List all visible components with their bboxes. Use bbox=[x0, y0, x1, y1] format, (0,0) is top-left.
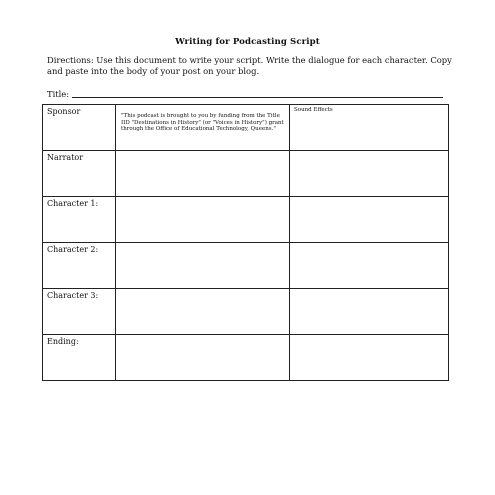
title-field-underline[interactable] bbox=[72, 97, 443, 98]
row-label-character-1: Character 1: bbox=[47, 199, 99, 208]
script-cell[interactable] bbox=[116, 105, 290, 151]
script-cell[interactable] bbox=[116, 197, 290, 243]
table-row bbox=[43, 105, 449, 151]
directions-text: Directions: Use this document to write your script. Write the dialogue for each character. Copy and paste into the body of your post on your blog. bbox=[47, 55, 452, 76]
table-row bbox=[43, 151, 449, 197]
script-cell[interactable] bbox=[116, 335, 290, 381]
table-row bbox=[43, 197, 449, 243]
title-field-label: Title: bbox=[47, 89, 70, 99]
row-label-cell bbox=[43, 197, 116, 243]
table-row bbox=[43, 243, 449, 289]
row-label-cell bbox=[43, 335, 116, 381]
row-label-ending: Ending: bbox=[47, 337, 79, 346]
table-row bbox=[43, 335, 449, 381]
row-label-sponsor: Sponsor bbox=[47, 107, 81, 116]
sound-effects-cell[interactable] bbox=[290, 197, 449, 243]
document-title: Writing for Podcasting Script bbox=[175, 37, 320, 47]
sound-effects-cell[interactable] bbox=[290, 289, 449, 335]
script-table bbox=[42, 104, 449, 381]
sound-effects-header: Sound Effects bbox=[294, 107, 333, 113]
sponsor-script-text: "This podcast is brought to you by funding from the Title IID "Destinations in History" (or "Voices in History") grant through the Office of Educational Technology, Queens." bbox=[121, 113, 284, 133]
sound-effects-cell[interactable] bbox=[290, 243, 449, 289]
table-row bbox=[43, 289, 449, 335]
row-label-character-3: Character 3: bbox=[47, 291, 99, 300]
row-label-cell bbox=[43, 243, 116, 289]
row-label-cell bbox=[43, 289, 116, 335]
row-label-cell bbox=[43, 151, 116, 197]
script-cell[interactable] bbox=[116, 243, 290, 289]
sound-effects-cell[interactable] bbox=[290, 105, 449, 151]
title-field[interactable] bbox=[47, 89, 443, 101]
script-cell[interactable] bbox=[116, 289, 290, 335]
row-label-character-2: Character 2: bbox=[47, 245, 99, 254]
sound-effects-cell[interactable] bbox=[290, 335, 449, 381]
row-label-narrator: Narrator bbox=[47, 153, 84, 162]
row-label-cell bbox=[43, 105, 116, 151]
sound-effects-cell[interactable] bbox=[290, 151, 449, 197]
script-cell[interactable] bbox=[116, 151, 290, 197]
